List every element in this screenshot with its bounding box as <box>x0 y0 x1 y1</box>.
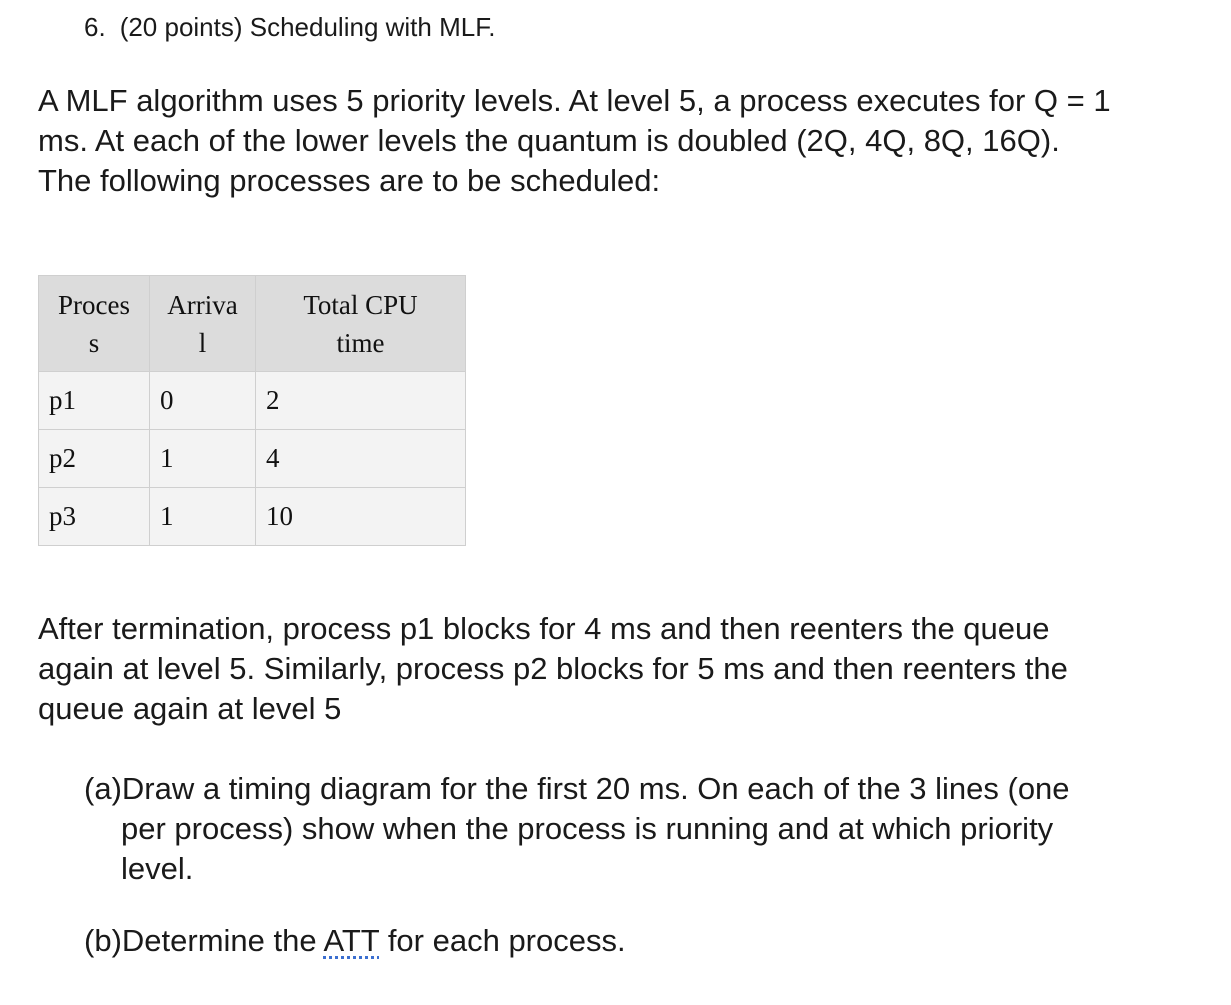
cell-cpu-time: 2 <box>256 372 466 430</box>
cell-process: p2 <box>39 430 150 488</box>
intro-line: A MLF algorithm uses 5 priority levels. At level 5, a process executes for Q = 1 <box>38 83 1111 118</box>
task-a-line: level. <box>121 851 194 886</box>
question-heading <box>84 10 495 44</box>
task-b-suffix: for each process. <box>379 923 626 958</box>
att-term: ATT <box>323 923 380 958</box>
table-header-row <box>39 276 466 372</box>
intro-line: The following processes are to be scheduled: <box>38 163 661 198</box>
cell-arrival: 0 <box>150 372 256 430</box>
cell-arrival: 1 <box>150 488 256 546</box>
intro-line: ms. At each of the lower levels the quantum is doubled (2Q, 4Q, 8Q, 16Q). <box>38 123 1060 158</box>
cell-process: p1 <box>39 372 150 430</box>
task-b <box>84 921 1204 961</box>
task-a-line: (a)Draw a timing diagram for the first 20 ms. On each of the 3 lines (one <box>84 771 1070 806</box>
task-a <box>84 769 1204 889</box>
table-row <box>39 372 466 430</box>
header-arrival: Arriva l <box>150 276 256 372</box>
blocking-line: again at level 5. Similarly, process p2 blocks for 5 ms and then reenters the <box>38 651 1068 686</box>
task-b-prefix: (b)Determine the <box>84 923 324 958</box>
question-number: 6. <box>84 12 106 42</box>
cell-arrival: 1 <box>150 430 256 488</box>
question-title: (20 points) Scheduling with MLF. <box>119 12 496 42</box>
table-row <box>39 488 466 546</box>
process-table <box>38 275 466 546</box>
intro-paragraph <box>38 81 1218 201</box>
table-row <box>39 430 466 488</box>
cell-cpu-time: 10 <box>256 488 466 546</box>
blocking-line: After termination, process p1 blocks for 4 ms and then reenters the queue <box>38 611 1050 646</box>
task-a-line: per process) show when the process is running and at which priority <box>121 811 1054 846</box>
header-process: Proces s <box>39 276 150 372</box>
blocking-paragraph <box>38 609 1218 729</box>
cell-process: p3 <box>39 488 150 546</box>
cell-cpu-time: 4 <box>256 430 466 488</box>
header-total-cpu-time: Total CPU time <box>256 276 466 372</box>
blocking-line: queue again at level 5 <box>38 691 342 726</box>
task-b-line <box>84 921 1204 961</box>
